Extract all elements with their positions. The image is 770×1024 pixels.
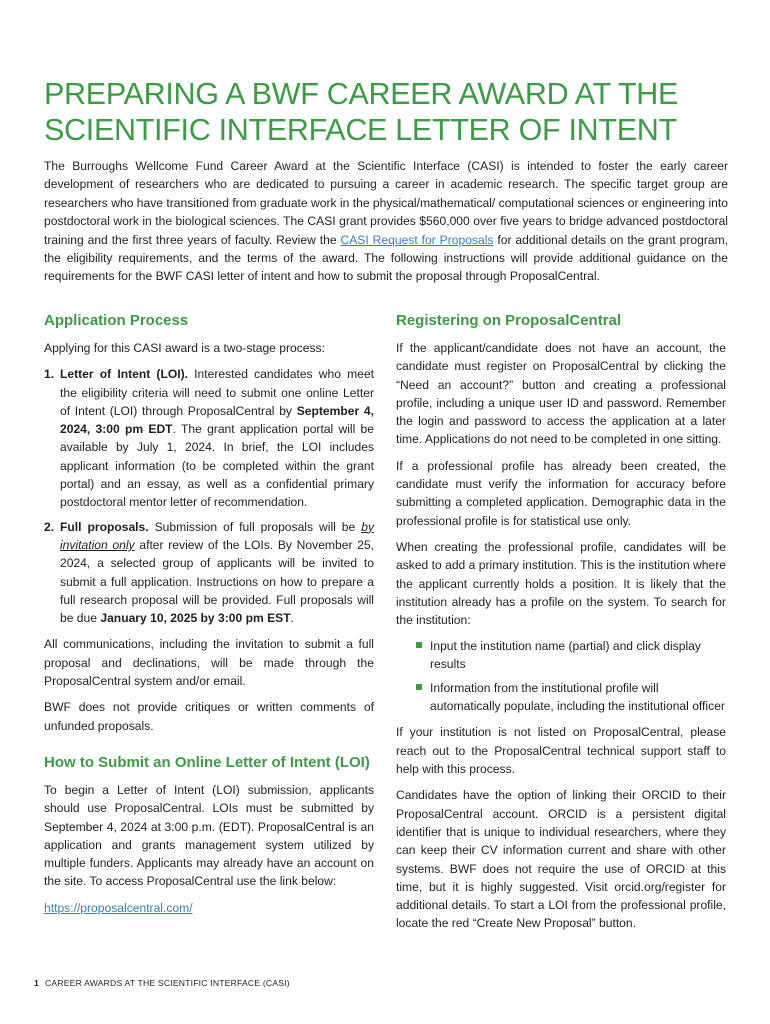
page-number: 1 xyxy=(34,978,39,988)
proposalcentral-link-line xyxy=(44,899,374,917)
bullet-text-2: Information from the institutional profile will automatically populate, including the institutional officer xyxy=(430,681,725,714)
step-loi-label: Letter of Intent (LOI). xyxy=(60,367,188,382)
bullet-text-1: Input the institution name (partial) and click display results xyxy=(430,639,701,672)
step-full-number: 2. xyxy=(44,519,55,534)
institution-search-list xyxy=(396,637,726,715)
submit-loi-heading: How to Submit an Online Letter of Intent (LOI) xyxy=(44,753,370,771)
list-item xyxy=(396,637,726,673)
communications-paragraph: All communications, including the invitation to submit a full proposal and declinations, will be made through the ProposalCentral system and/or email. xyxy=(44,637,374,689)
step-full-proposals xyxy=(44,518,374,628)
page-footer xyxy=(34,977,290,989)
registering-paragraph-1: If the applicant/candidate does not have an account, the candidate must register on ProposalCentral by clicking the “Need an account?” button and creating a professional profile, including a unique user ID and password. Remember the login and password to access the application at a later time. Applications do not need to be completed in one sitting. xyxy=(396,341,726,447)
submit-loi-paragraph: To begin a Letter of Intent (LOI) submission, applicants should use ProposalCentral. LOIs must be submitted by September 4, 2024 at 3:00 p.m. (EDT). ProposalCentral is an application and grants management system utilized by multiple funders. Applicants may already have an account on the site. To access ProposalCentral use the link below: xyxy=(44,782,374,889)
step-loi-number: 1. xyxy=(44,367,55,382)
registering-paragraph-5: Candidates have the option of linking their ORCID to their ProposalCentral account. ORCID is a persistent digital identifier that is unique to individual researchers, where they can keep their CV information current and share with other systems. BWF does not require the use of ORCID at this time, but it is highly suggested. Visit orcid.org/register for additional details. To start a LOI from the professional profile, locate the red “Create New Proposal” button. xyxy=(396,788,726,931)
page-title xyxy=(44,76,734,148)
square-bullet-icon xyxy=(416,684,422,690)
intro-paragraph xyxy=(44,157,728,286)
full-proposal-deadline: January 10, 2025 by 3:00 pm EST xyxy=(100,611,291,626)
step-loi-text-a: Interested candidates who meet the eligibility criteria will need to submit one online Letter of Intent (LOI) through ProposalCentral by xyxy=(60,367,374,418)
list-item xyxy=(396,679,726,715)
right-column xyxy=(396,311,726,941)
invitation-only-emphasis: by invitation only xyxy=(60,519,375,552)
step-full-text-a: Submission of full proposals will be xyxy=(148,519,362,534)
intro-text-start: The Burroughs Wellcome Fund Career Award at the Scientific Interface (CASI) is intended to foster the early career development of researchers who are dedicated to pursuing a career in academic research. The specific target group are researchers who have transitioned from graduate work in the physical/mathematical/ computational sciences or engineering into postdoctoral work in the biological sciences. The CASI grant provides $560,000 over five years to bridge advanced postdoctoral training and the first three years of faculty. Review the xyxy=(44,159,728,247)
application-process-heading: Application Process xyxy=(44,312,189,329)
loi-deadline: September 4, 2024, 3:00 pm EDT xyxy=(60,403,375,437)
footer-text: CAREER AWARDS AT THE SCIENTIFIC INTERFACE (CASI) xyxy=(44,978,290,988)
no-critiques-paragraph: BWF does not provide critiques or written comments of unfunded proposals. xyxy=(44,700,374,733)
casi-rfp-link[interactable]: CASI Request for Proposals xyxy=(340,232,494,247)
step-full-label: Full proposals. xyxy=(60,519,149,534)
proposalcentral-link[interactable]: https://proposalcentral.com/ xyxy=(44,900,193,915)
left-column xyxy=(44,311,374,925)
step-loi-text-b: . The grant application portal will be available by July 1, 2024. In brief, the LOI includes applicant information (to be completed within the grant portal) and an essay, as well as a confidential primary postdoctoral mentor letter of recommendation. xyxy=(60,422,374,510)
registering-heading: Registering on ProposalCentral xyxy=(396,312,622,329)
step-loi xyxy=(44,365,374,511)
step-full-text-c: . xyxy=(290,611,294,626)
registering-paragraph-4: If your institution is not listed on ProposalCentral, please reach out to the ProposalCentral technical support staff to help with this process. xyxy=(396,725,726,777)
step-full-text-b: after review of the LOIs. By November 25, 2024, a selected group of applicants will be invited to submit a full application. Instructions on how to prepare a full research proposal will be provided. Full proposals will be due xyxy=(60,537,374,626)
registering-paragraph-3: When creating the professional profile, candidates will be asked to add a primary institution. This is the institution where the applicant currently holds a position. It is likely that the institution already has a profile on the system. To search for the institution: xyxy=(396,539,726,628)
intro-text-end: for additional details on the grant program, the eligibility requirements, and the terms of the award. The following instructions will provide additional guidance on the requirements for the BWF CASI letter of intent and how to submit the proposal through ProposalCentral. xyxy=(44,232,729,284)
application-steps-list xyxy=(44,365,374,627)
application-process-lead: Applying for this CASI award is a two-stage process: xyxy=(44,341,325,355)
square-bullet-icon xyxy=(416,642,422,648)
page-title-line-2: SCIENTIFIC INTERFACE LETTER OF INTENT xyxy=(44,113,677,147)
registering-paragraph-2: If a professional profile has already been created, the candidate must verify the information for accuracy before submitting a completed application. Demographic data in the professional profile is for statistical use only. xyxy=(396,458,726,528)
page-title-line-1: PREPARING A BWF CAREER AWARD AT THE xyxy=(44,77,679,111)
